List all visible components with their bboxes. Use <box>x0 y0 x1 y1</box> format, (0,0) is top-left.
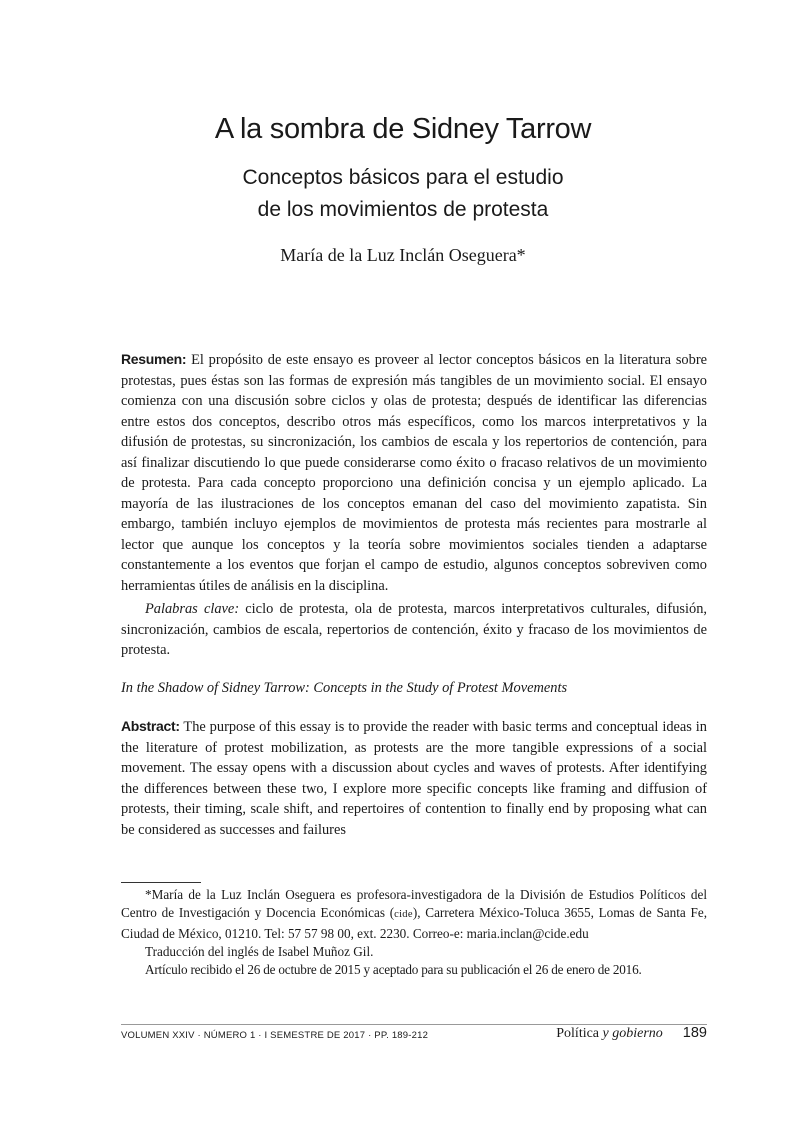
keywords-paragraph <box>121 599 707 661</box>
article-title: A la sombra de Sidney Tarrow <box>214 113 592 145</box>
abstract-paragraph <box>121 716 707 840</box>
footnote-divider <box>121 882 201 883</box>
journal-name: Política y gobierno <box>556 1026 663 1041</box>
author-name: María de la Luz Inclán Oseguera* <box>280 245 526 265</box>
footnote-translation: Traducción del inglés de Isabel Muñoz Gil. <box>145 943 374 959</box>
resumen-text: El propósito de este ensayo es proveer al lector conceptos básicos en la literatura sobre protestas, pues éstas son las formas de expresión más tangibles de un movimiento social. El ensayo comienza con una discusión sobre ciclos y olas de protesta; después de identificar las diferencias entre estos dos conceptos, describo otros más específicos, como los marcos interpretativos y la difusión de protestas, su sincronización, los cambios de escala y los repertorios de contención, para así finalizar discutiendo lo que puede considerarse como éxito o fracaso relativos de un movimiento de protesta. Para cada concepto proporciono una definición concisa y un ejemplo aplicado. La mayoría de las ilustraciones de los conceptos emanan del caso del movimiento zapatista. Sin embargo, también incluyo ejemplos de movimientos de protesta más recientes para mostrarle al lector que aunque los conceptos y la teoría sobre movimientos sociales tienden a adaptarse constantemente a los eventos que forjan el campo de estudio, algunos conceptos sobreviven como herramientas útiles de análisis en la disciplina. <box>121 352 707 594</box>
article-subtitle <box>0 162 806 226</box>
resumen-label: Resumen: <box>121 351 187 367</box>
page-number: 189 <box>682 1025 707 1041</box>
footer-right <box>556 1025 707 1042</box>
abstract-label: Abstract: <box>121 718 180 734</box>
subtitle-line-2: de los movimientos de protesta <box>257 198 549 221</box>
abstract-text: The purpose of this essay is to provide the reader with basic terms and conceptual ideas in the literature of protest mobilization, as protests are the more tangible expressions of a social movement. The essay opens with a discussion about cycles and waves of protests. After identifying the differences between these two, I explore more specific concepts like framing and diffusion of protests, their timing, scale shift, and repertoires of contention to finally end by proposing what can be considered as successes and failures <box>121 719 707 838</box>
footer-issue-info: VOLUMEN XXIV · NÚMERO 1 · I SEMESTRE DE 2017 · PP. 189-212 <box>121 1030 429 1041</box>
cide-acronym: cide <box>394 909 413 921</box>
keywords-text: ciclo de protesta, ola de protesta, marcos interpretativos culturales, difusión, sincronización, cambios de escala, repertorios de contención, éxito y fracaso de los movimientos de protesta. <box>121 601 707 658</box>
footnote-received: Artículo recibido el 26 de octubre de 2015 y aceptado para su publicación el 26 de enero de 2016. <box>145 962 642 978</box>
subtitle-line-1: Conceptos básicos para el estudio <box>242 166 564 189</box>
footnote-affiliation: *María de la Luz Inclán Oseguera es profesora-investigadora de la División de Estudios Políticos del Centro de Investigación y Docencia Económicas (cide), Carretera México-Toluca 3655, Lomas de Santa Fe, Ciudad de México, 01210. Tel: 57 57 98 00, ext. 2230. Correo-e: maria.inclan@cide.edu <box>121 887 707 941</box>
keywords-label: Palabras clave: <box>145 601 240 617</box>
english-title: In the Shadow of Sidney Tarrow: Concepts in the Study of Protest Movements <box>121 680 568 696</box>
resumen-paragraph <box>121 349 707 596</box>
footnotes <box>121 886 707 979</box>
